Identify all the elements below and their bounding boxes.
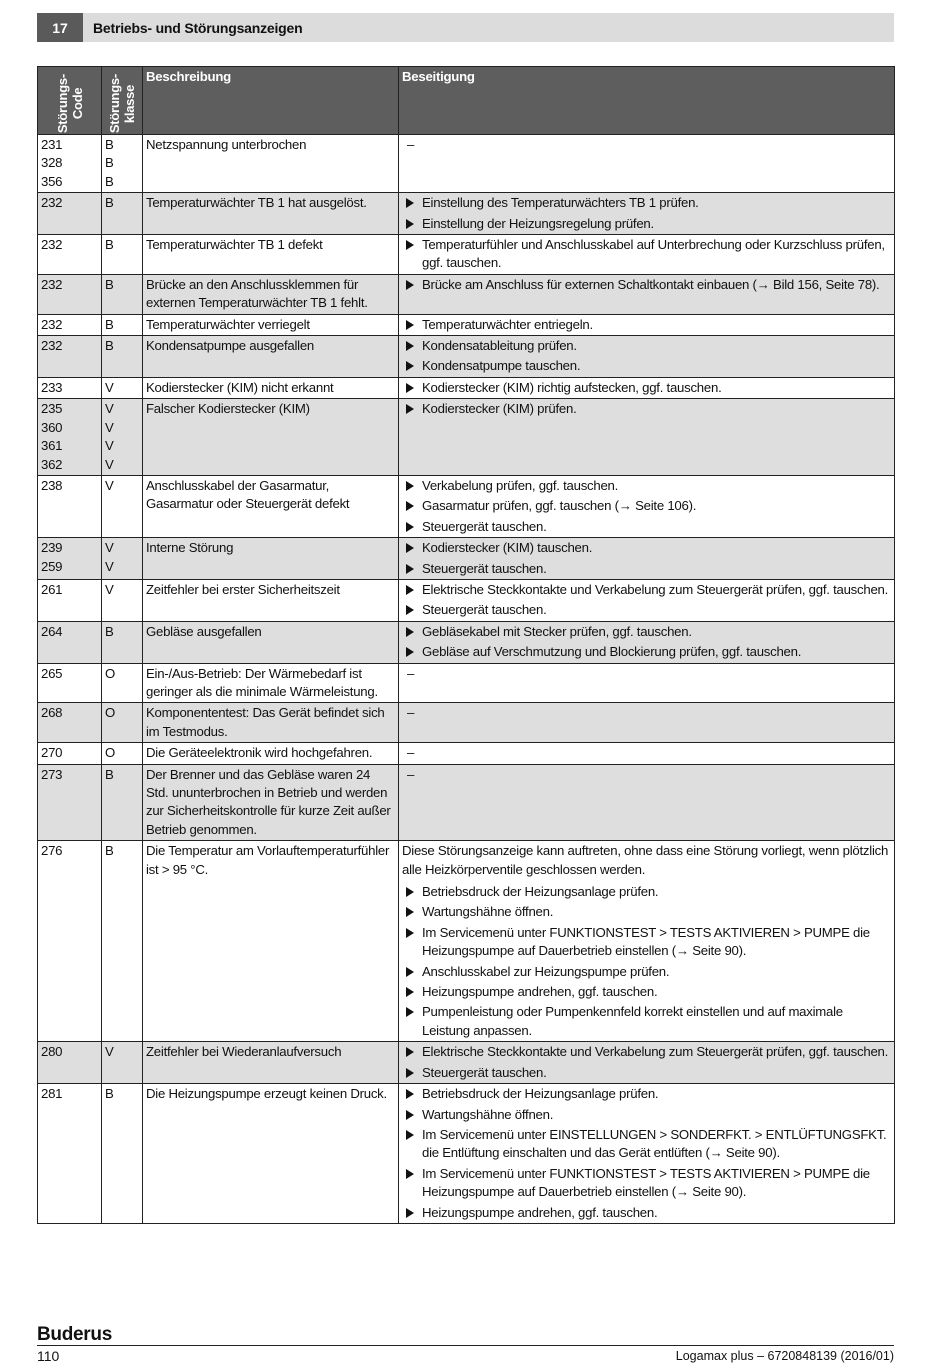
- remedy-step: Wartungshähne öffnen.: [402, 1106, 891, 1124]
- fault-description: Zeitfehler bei Wiederanlaufversuch: [143, 1042, 399, 1084]
- remedy-step: Kodierstecker (KIM) richtig aufstecken, ggf. tauschen.: [402, 379, 891, 397]
- table-row: [38, 703, 895, 743]
- fault-code: 273: [38, 764, 102, 841]
- fault-description: Temperaturwächter TB 1 defekt: [143, 235, 399, 275]
- remedy-steps: [402, 539, 891, 578]
- fault-code: 265: [38, 663, 102, 703]
- table-row: [38, 538, 895, 580]
- fault-class: V V V V: [102, 399, 143, 476]
- fault-description: Die Heizungspumpe erzeugt keinen Druck.: [143, 1084, 399, 1224]
- fault-class: B: [102, 841, 143, 1042]
- remedy-step: Steuergerät tauschen.: [402, 518, 891, 536]
- remedy-step: Gasarmatur prüfen, ggf. tauschen (→ Seite 106).: [402, 497, 891, 515]
- table-row: [38, 475, 895, 537]
- remedy-step: Wartungshähne öffnen.: [402, 903, 891, 921]
- remedy-steps: [402, 276, 891, 294]
- fault-code: 281: [38, 1084, 102, 1224]
- table-row: [38, 663, 895, 703]
- remedy-steps: [402, 581, 891, 620]
- fault-description: Temperaturwächter TB 1 hat ausgelöst.: [143, 193, 399, 235]
- fault-remedy: [399, 336, 895, 378]
- fault-class: B: [102, 336, 143, 378]
- remedy-step: Im Servicemenü unter FUNKTIONSTEST > TESTS AKTIVIEREN > PUMPE die Heizungspumpe auf Dauerbetrieb einstellen (→ Seite 90).: [402, 1165, 891, 1202]
- remedy-step: Steuergerät tauschen.: [402, 1064, 891, 1082]
- fault-remedy: [399, 274, 895, 314]
- remedy-steps: [402, 400, 891, 418]
- remedy-step: Heizungspumpe andrehen, ggf. tauschen.: [402, 1204, 891, 1222]
- fault-description: Interne Störung: [143, 538, 399, 580]
- fault-description: Brücke an den Anschlussklemmen für externen Temperaturwächter TB 1 fehlt.: [143, 274, 399, 314]
- remedy-step: Im Servicemenü unter EINSTELLUNGEN > SONDERFKT. > ENTLÜFTUNGSFKT. die Entlüftung einschalten und das Gerät entlüften (→ Seite 90).: [402, 1126, 891, 1163]
- remedy-step: Einstellung des Temperaturwächters TB 1 prüfen.: [402, 194, 891, 212]
- remedy-step: Verkabelung prüfen, ggf. tauschen.: [402, 477, 891, 495]
- fault-code: 280: [38, 1042, 102, 1084]
- fault-code: 235 360 361 362: [38, 399, 102, 476]
- remedy-step: Kondensatableitung prüfen.: [402, 337, 891, 355]
- remedy-step: Einstellung der Heizungsregelung prüfen.: [402, 215, 891, 233]
- remedy-step: Kodierstecker (KIM) tauschen.: [402, 539, 891, 557]
- fault-class: B: [102, 621, 143, 663]
- remedy-step: Elektrische Steckkontakte und Verkabelung zum Steuergerät prüfen, ggf. tauschen.: [402, 581, 891, 599]
- fault-class: B: [102, 235, 143, 275]
- fault-class: B: [102, 314, 143, 335]
- fault-class: V: [102, 377, 143, 398]
- table-row: [38, 764, 895, 841]
- remedy-step: Gebläsekabel mit Stecker prüfen, ggf. tauschen.: [402, 623, 891, 641]
- fault-class: V: [102, 579, 143, 621]
- table-row: [38, 235, 895, 275]
- remedy-steps: [402, 1085, 891, 1222]
- table-row: [38, 841, 895, 1042]
- remedy-step: Kodierstecker (KIM) prüfen.: [402, 400, 891, 418]
- column-header-remedy: Beseitigung: [399, 67, 895, 135]
- remedy-step: Heizungspumpe andrehen, ggf. tauschen.: [402, 983, 891, 1001]
- fault-description: Netzspannung unterbrochen: [143, 135, 399, 193]
- fault-remedy: [399, 621, 895, 663]
- table-row: [38, 336, 895, 378]
- fault-class: B B B: [102, 135, 143, 193]
- fault-code: 232: [38, 274, 102, 314]
- fault-code: 264: [38, 621, 102, 663]
- fault-remedy: [399, 764, 895, 841]
- fault-class: B: [102, 193, 143, 235]
- remedy-step: Betriebsdruck der Heizungsanlage prüfen.: [402, 1085, 891, 1103]
- fault-class: O: [102, 703, 143, 743]
- fault-description: Die Temperatur am Vorlauftemperaturfühler ist > 95 °C.: [143, 841, 399, 1042]
- remedy-steps: [402, 1043, 891, 1082]
- fault-remedy: [399, 1042, 895, 1084]
- document-info: Logamax plus – 6720848139 (2016/01): [675, 1349, 894, 1363]
- fault-code: 268: [38, 703, 102, 743]
- fault-description: Temperaturwächter verriegelt: [143, 314, 399, 335]
- fault-remedy: [399, 743, 895, 764]
- fault-remedy: [399, 1084, 895, 1224]
- fault-description: Gebläse ausgefallen: [143, 621, 399, 663]
- no-action-dash: –: [407, 766, 415, 782]
- no-action-dash: –: [407, 665, 415, 681]
- fault-remedy: [399, 399, 895, 476]
- no-action-dash: –: [407, 705, 415, 721]
- no-action-dash: –: [407, 137, 415, 152]
- fault-remedy: [399, 538, 895, 580]
- remedy-step: Brücke am Anschluss für externen Schaltkontakt einbauen (→ Bild 156, Seite 78).: [402, 276, 891, 294]
- remedy-step: Temperaturfühler und Anschlusskabel auf Unterbrechung oder Kurzschluss prüfen, ggf. tauschen.: [402, 236, 891, 273]
- fault-code: 233: [38, 377, 102, 398]
- remedy-step: Betriebsdruck der Heizungsanlage prüfen.: [402, 883, 891, 901]
- fault-description: Die Geräteelektronik wird hochgefahren.: [143, 743, 399, 764]
- fault-description: Der Brenner und das Gebläse waren 24 Std. ununterbrochen in Betrieb und werden zur Sicherheitskontrolle für kurze Zeit außer Betrieb genommen.: [143, 764, 399, 841]
- fault-class: B: [102, 764, 143, 841]
- column-header-class: Störungs- klasse: [102, 67, 143, 135]
- chapter-title: Betriebs- und Störungsanzeigen: [93, 19, 303, 36]
- fault-description: Komponententest: Das Gerät befindet sich im Testmodus.: [143, 703, 399, 743]
- remedy-step: Im Servicemenü unter FUNKTIONSTEST > TESTS AKTIVIEREN > PUMPE die Heizungspumpe auf Dauerbetrieb einstellen (→ Seite 90).: [402, 924, 891, 961]
- fault-remedy: [399, 135, 895, 193]
- chapter-header: [37, 13, 894, 42]
- fault-description: Anschlusskabel der Gasarmatur, Gasarmatur oder Steuergerät defekt: [143, 475, 399, 537]
- fault-description: Kondensatpumpe ausgefallen: [143, 336, 399, 378]
- fault-remedy: [399, 579, 895, 621]
- fault-remedy: [399, 475, 895, 537]
- fault-class: V: [102, 1042, 143, 1084]
- footer-divider: [37, 1345, 894, 1346]
- column-header-code: Störungs- Code: [38, 67, 102, 135]
- fault-class: O: [102, 743, 143, 764]
- remedy-steps: [402, 316, 891, 334]
- remedy-step: Steuergerät tauschen.: [402, 560, 891, 578]
- fault-class: V: [102, 475, 143, 537]
- remedy-note: Diese Störungsanzeige kann auftreten, ohne dass eine Störung vorliegt, wenn plötzlich alle Heizkörperventile geschlossen werden.: [402, 843, 889, 877]
- remedy-step: Anschlusskabel zur Heizungspumpe prüfen.: [402, 963, 891, 981]
- table-row: [38, 579, 895, 621]
- fault-remedy: [399, 235, 895, 275]
- table-row: [38, 274, 895, 314]
- fault-code: 231 328 356: [38, 135, 102, 193]
- fault-class: B: [102, 274, 143, 314]
- table-row: [38, 1042, 895, 1084]
- remedy-step: Kondensatpumpe tauschen.: [402, 357, 891, 375]
- fault-code: 232: [38, 235, 102, 275]
- page-number: 110: [37, 1348, 60, 1364]
- remedy-steps: [402, 337, 891, 376]
- fault-class: O: [102, 663, 143, 703]
- table-row: [38, 377, 895, 398]
- fault-remedy: [399, 841, 895, 1042]
- fault-description: Falscher Kodierstecker (KIM): [143, 399, 399, 476]
- table-header-row: [38, 67, 895, 135]
- fault-remedy: [399, 703, 895, 743]
- remedy-step: Pumpenleistung oder Pumpenkennfeld korrekt einstellen und auf maximale Leistung anpassen.: [402, 1003, 891, 1040]
- fault-remedy: [399, 663, 895, 703]
- remedy-step: Elektrische Steckkontakte und Verkabelung zum Steuergerät prüfen, ggf. tauschen.: [402, 1043, 891, 1061]
- remedy-steps: [402, 883, 891, 1040]
- fault-description: Ein-/Aus-Betrieb: Der Wärmebedarf ist geringer als die minimale Wärmeleistung.: [143, 663, 399, 703]
- remedy-steps: [402, 194, 891, 233]
- table-row: [38, 743, 895, 764]
- fault-remedy: [399, 314, 895, 335]
- fault-description: Kodierstecker (KIM) nicht erkannt: [143, 377, 399, 398]
- fault-code: 270: [38, 743, 102, 764]
- remedy-step: Temperaturwächter entriegeln.: [402, 316, 891, 334]
- fault-description: Zeitfehler bei erster Sicherheitszeit: [143, 579, 399, 621]
- fault-code: 261: [38, 579, 102, 621]
- remedy-steps: [402, 236, 891, 273]
- fault-code: 276: [38, 841, 102, 1042]
- table-row: [38, 193, 895, 235]
- remedy-steps: [402, 477, 891, 536]
- remedy-step: Steuergerät tauschen.: [402, 601, 891, 619]
- remedy-steps: [402, 623, 891, 662]
- fault-code: 238: [38, 475, 102, 537]
- fault-class: V V: [102, 538, 143, 580]
- fault-remedy: [399, 377, 895, 398]
- remedy-steps: [402, 379, 891, 397]
- fault-class: B: [102, 1084, 143, 1224]
- fault-code: 232: [38, 193, 102, 235]
- fault-code: 232: [38, 314, 102, 335]
- table-row: [38, 621, 895, 663]
- table-row: [38, 314, 895, 335]
- column-header-description: Beschreibung: [143, 67, 399, 135]
- fault-code: 239 259: [38, 538, 102, 580]
- fault-code-table: [37, 66, 895, 1224]
- brand-logo: Buderus: [37, 1324, 112, 1345]
- table-row: [38, 135, 895, 193]
- no-action-dash: –: [407, 745, 415, 761]
- table-row: [38, 1084, 895, 1224]
- table-row: [38, 399, 895, 476]
- remedy-step: Gebläse auf Verschmutzung und Blockierung prüfen, ggf. tauschen.: [402, 643, 891, 661]
- fault-remedy: [399, 193, 895, 235]
- chapter-number: 17: [37, 13, 83, 42]
- fault-code: 232: [38, 336, 102, 378]
